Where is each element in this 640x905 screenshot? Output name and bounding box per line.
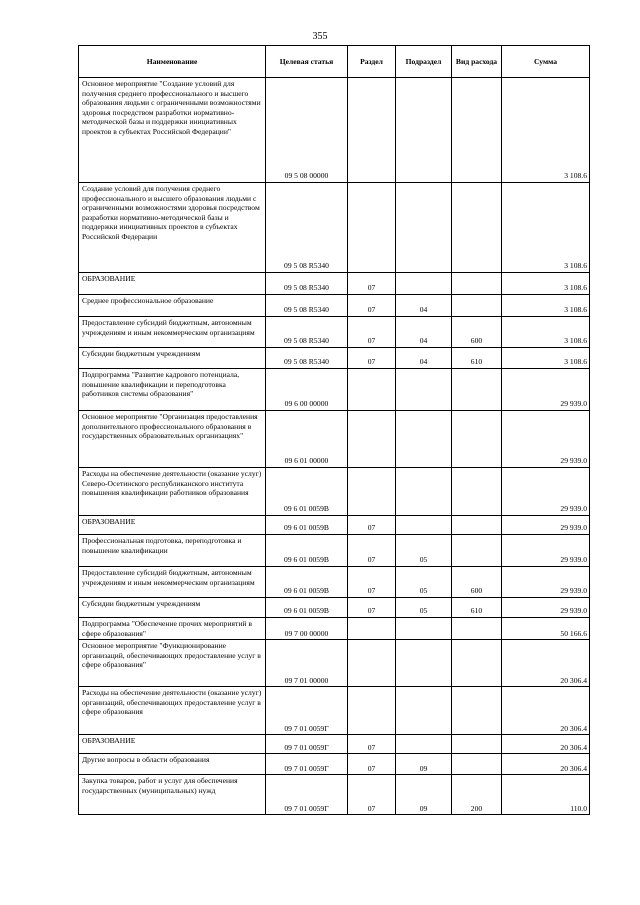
cell-target-article: 09 6 00 00000 [266, 369, 348, 411]
cell-amount: 110.0 [502, 775, 590, 815]
cell-name: ОБРАЗОВАНИЕ [79, 516, 266, 535]
cell-target-article: 09 6 01 0059В [266, 516, 348, 535]
cell-subsection [396, 468, 452, 516]
cell-expense-type: 200 [452, 775, 502, 815]
cell-expense-type [452, 183, 502, 273]
cell-name: Профессиональная подготовка, переподготовка и повышение квалификации [79, 535, 266, 567]
cell-subsection [396, 183, 452, 273]
table-row [79, 295, 590, 317]
cell-name: Создание условий для получения среднего профессионального и высшего образования людьми с ограниченными возможностями здоровья посредством разработки нормативно-методической базы и поддержки инициативных проектов в субъектах Российской Федерации [79, 183, 266, 273]
header-amount: Сумма [502, 46, 590, 78]
cell-section [348, 618, 396, 640]
cell-amount: 29 939.0 [502, 598, 590, 618]
cell-section [348, 369, 396, 411]
table-row [79, 735, 590, 754]
cell-subsection [396, 735, 452, 754]
table-row [79, 273, 590, 295]
header-section: Раздел [348, 46, 396, 78]
cell-expense-type [452, 295, 502, 317]
cell-name: Закупка товаров, работ и услуг для обеспечения государственных (муниципальных) нужд [79, 775, 266, 815]
cell-target-article: 09 7 01 0059Г [266, 687, 348, 735]
cell-name: Субсидии бюджетным учреждениям [79, 598, 266, 618]
cell-subsection: 05 [396, 535, 452, 567]
cell-name: ОБРАЗОВАНИЕ [79, 273, 266, 295]
cell-subsection: 04 [396, 348, 452, 369]
cell-section: 07 [348, 273, 396, 295]
cell-subsection [396, 687, 452, 735]
table-row [79, 317, 590, 348]
header-target-article: Целевая статья [266, 46, 348, 78]
cell-expense-type [452, 640, 502, 687]
cell-target-article: 09 5 08 R5340 [266, 273, 348, 295]
cell-name: Среднее профессиональное образование [79, 295, 266, 317]
cell-expense-type [452, 516, 502, 535]
cell-name: Предоставление субсидий бюджетным, автономным учреждениям и иным некоммерческим организациям [79, 567, 266, 598]
cell-section [348, 687, 396, 735]
cell-name: Расходы на обеспечение деятельности (оказание услуг) Северо-Осетинского республиканского института повышения квалификации работников образования [79, 468, 266, 516]
header-name: Наименование [79, 46, 266, 78]
cell-amount: 3 108.6 [502, 295, 590, 317]
cell-expense-type: 610 [452, 598, 502, 618]
cell-subsection: 05 [396, 567, 452, 598]
table-row [79, 535, 590, 567]
cell-expense-type [452, 369, 502, 411]
table-row [79, 775, 590, 815]
cell-target-article: 09 5 08 R5340 [266, 348, 348, 369]
table-row [79, 516, 590, 535]
cell-subsection [396, 516, 452, 535]
cell-section: 07 [348, 754, 396, 775]
table-row [79, 348, 590, 369]
cell-subsection: 04 [396, 295, 452, 317]
cell-subsection [396, 273, 452, 295]
cell-subsection [396, 640, 452, 687]
cell-target-article: 09 7 01 00000 [266, 640, 348, 687]
cell-target-article: 09 5 08 R5340 [266, 183, 348, 273]
cell-expense-type: 600 [452, 317, 502, 348]
cell-target-article: 09 5 08 R5340 [266, 295, 348, 317]
table-row [79, 640, 590, 687]
page-number: 355 [312, 31, 328, 42]
cell-section: 07 [348, 348, 396, 369]
cell-name: ОБРАЗОВАНИЕ [79, 735, 266, 754]
cell-subsection [396, 411, 452, 468]
budget-table [78, 45, 590, 815]
cell-amount: 29 939.0 [502, 369, 590, 411]
cell-amount: 3 108.6 [502, 78, 590, 183]
cell-target-article: 09 7 00 00000 [266, 618, 348, 640]
cell-expense-type [452, 273, 502, 295]
table-row [79, 78, 590, 183]
cell-name: Расходы на обеспечение деятельности (оказание услуг) организаций, обеспечивающих предоставление услуг в сфере образования [79, 687, 266, 735]
cell-expense-type: 600 [452, 567, 502, 598]
cell-section [348, 468, 396, 516]
header-expense-type: Вид расхода [452, 46, 502, 78]
cell-expense-type: 610 [452, 348, 502, 369]
table-row [79, 567, 590, 598]
cell-section [348, 640, 396, 687]
cell-expense-type [452, 735, 502, 754]
cell-amount: 29 939.0 [502, 468, 590, 516]
cell-name: Другие вопросы в области образования [79, 754, 266, 775]
cell-amount: 29 939.0 [502, 535, 590, 567]
cell-target-article: 09 6 01 00000 [266, 411, 348, 468]
cell-target-article: 09 5 08 00000 [266, 78, 348, 183]
cell-amount: 29 939.0 [502, 567, 590, 598]
cell-name: Субсидии бюджетным учреждениям [79, 348, 266, 369]
table-row [79, 754, 590, 775]
cell-target-article: 09 7 01 0059Г [266, 735, 348, 754]
cell-amount: 3 108.6 [502, 273, 590, 295]
cell-expense-type [452, 754, 502, 775]
cell-name: Предоставление субсидий бюджетным, автономным учреждениям и иным некоммерческим организациям [79, 317, 266, 348]
cell-section: 07 [348, 567, 396, 598]
cell-name: Подпрограмма "Обеспечение прочих мероприятий в сфере образования" [79, 618, 266, 640]
cell-target-article: 09 7 01 0059Г [266, 754, 348, 775]
cell-expense-type [452, 78, 502, 183]
cell-name: Основное мероприятие "Создание условий для получения среднего профессионального и высшего образования людьми с ограниченными возможностями здоровья посредством разработки нормативно-методической базы и поддержки инициативных проектов в субъектах Российской Федерации" [79, 78, 266, 183]
cell-subsection: 05 [396, 598, 452, 618]
cell-target-article: 09 6 01 0059В [266, 598, 348, 618]
cell-section [348, 78, 396, 183]
cell-subsection [396, 369, 452, 411]
table-row [79, 369, 590, 411]
cell-section: 07 [348, 535, 396, 567]
cell-amount: 29 939.0 [502, 516, 590, 535]
cell-target-article: 09 6 01 0059В [266, 468, 348, 516]
cell-expense-type [452, 687, 502, 735]
table-row [79, 183, 590, 273]
cell-section [348, 411, 396, 468]
cell-target-article: 09 7 01 0059Г [266, 775, 348, 815]
cell-subsection: 04 [396, 317, 452, 348]
cell-amount: 3 108.6 [502, 183, 590, 273]
cell-section: 07 [348, 775, 396, 815]
cell-section: 07 [348, 317, 396, 348]
table-row [79, 687, 590, 735]
cell-expense-type [452, 618, 502, 640]
table-row [79, 411, 590, 468]
cell-target-article: 09 6 01 0059В [266, 567, 348, 598]
cell-amount: 20 306.4 [502, 754, 590, 775]
cell-subsection [396, 78, 452, 183]
cell-amount: 29 939.0 [502, 411, 590, 468]
table-row [79, 598, 590, 618]
cell-target-article: 09 5 08 R5340 [266, 317, 348, 348]
cell-section: 07 [348, 598, 396, 618]
cell-section: 07 [348, 735, 396, 754]
table-row [79, 468, 590, 516]
cell-amount: 3 108.6 [502, 317, 590, 348]
cell-amount: 20 306.4 [502, 640, 590, 687]
header-row [79, 46, 590, 78]
cell-name: Основное мероприятие "Функционирование организаций, обеспечивающих предоставление услуг в сфере образования" [79, 640, 266, 687]
cell-amount: 3 108.6 [502, 348, 590, 369]
cell-section: 07 [348, 295, 396, 317]
cell-name: Подпрограмма "Развитие кадрового потенциала, повышение квалификации и переподготовка работников системы образования" [79, 369, 266, 411]
cell-amount: 20 306.4 [502, 735, 590, 754]
cell-name: Основное мероприятие "Организация предоставления дополнительного профессионального образования в государственных образовательных организациях" [79, 411, 266, 468]
cell-subsection: 09 [396, 775, 452, 815]
cell-section [348, 183, 396, 273]
cell-section: 07 [348, 516, 396, 535]
table-row [79, 618, 590, 640]
cell-expense-type [452, 535, 502, 567]
header-subsection: Подраздел [396, 46, 452, 78]
cell-expense-type [452, 411, 502, 468]
cell-amount: 50 166.6 [502, 618, 590, 640]
cell-subsection [396, 618, 452, 640]
cell-amount: 20 306.4 [502, 687, 590, 735]
cell-target-article: 09 6 01 0059В [266, 535, 348, 567]
cell-expense-type [452, 468, 502, 516]
cell-subsection: 09 [396, 754, 452, 775]
